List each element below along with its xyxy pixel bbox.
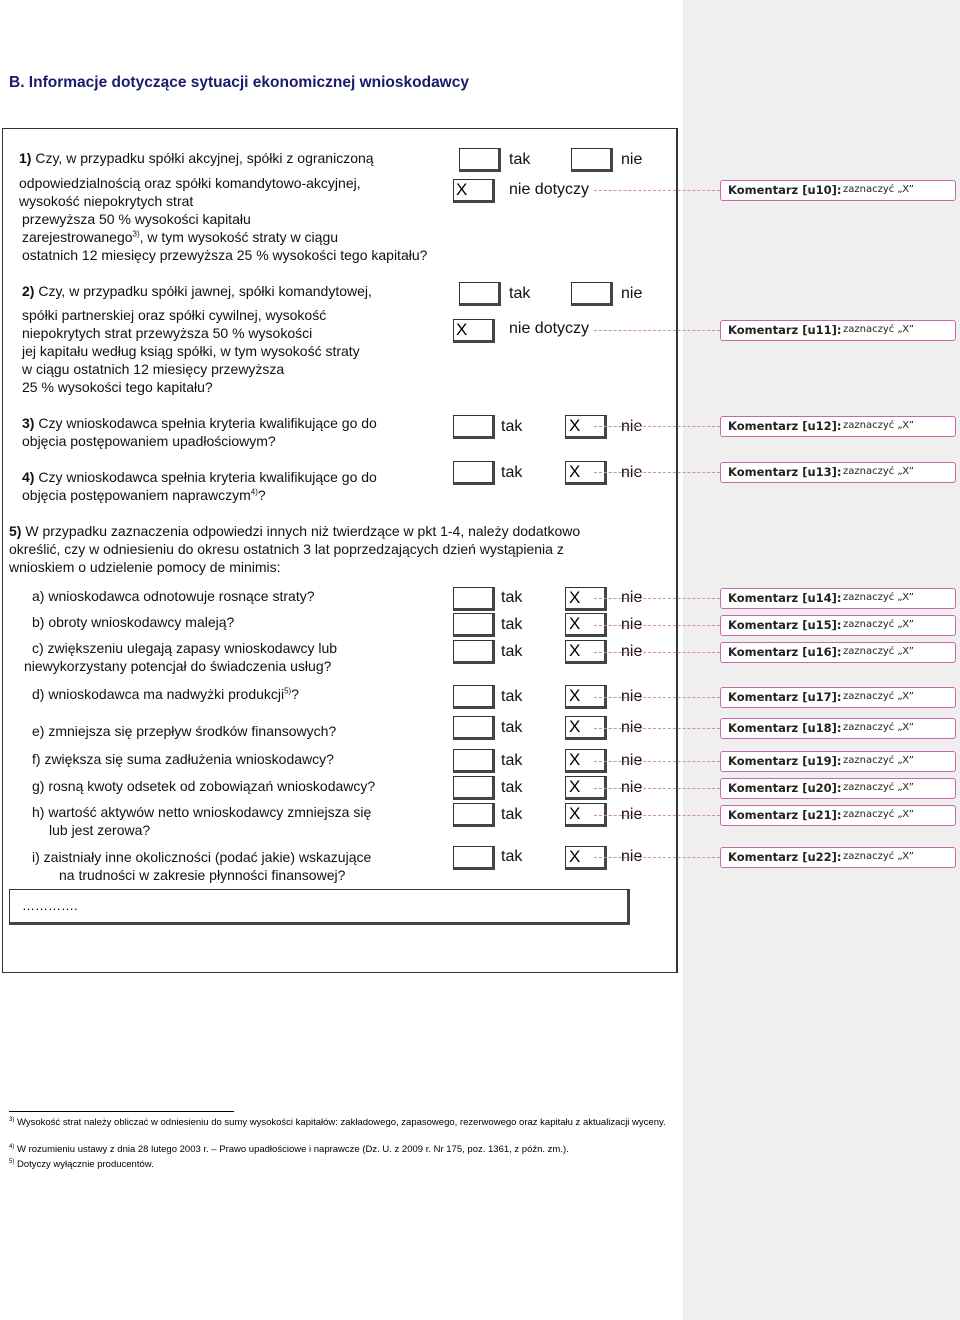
comment-label: Komentarz [u14]: — [728, 591, 842, 605]
comment-u14[interactable] — [720, 588, 956, 609]
question-1-line: ostatnich 12 miesięcy przewyższa 25 % wysokości tego kapitału? — [22, 247, 428, 263]
option-tak-label: tak — [501, 688, 523, 705]
question-2-line: niepokrytych strat przewyższa 50 % wysokości — [22, 325, 313, 341]
question-1-line: przewyższa 50 % wysokości kapitału — [22, 211, 251, 227]
option-tak-label: tak — [501, 806, 523, 823]
comment-u11[interactable] — [720, 320, 956, 341]
comment-text: zaznaczyć „X” — [843, 619, 914, 630]
comment-connector — [594, 426, 720, 427]
subquestion-c-line: niewykorzystany potencjał do świadczenia usług? — [24, 658, 332, 674]
question-text: Czy wnioskodawca spełnia kryteria kwalifikujące go do — [34, 469, 377, 485]
comment-label: Komentarz [u17]: — [728, 690, 842, 704]
checkbox-tak[interactable] — [453, 587, 495, 611]
comment-u13[interactable] — [720, 462, 956, 483]
question-number: 4) — [22, 469, 35, 485]
checkbox-tak[interactable] — [459, 282, 501, 306]
option-nie-label: nie — [621, 643, 643, 660]
comment-text: zaznaczyć „X” — [843, 466, 914, 477]
comment-connector — [594, 472, 720, 473]
subquestion-e: e) zmniejsza się przepływ środków finansowych? — [32, 723, 337, 739]
section-heading: B. Informacje dotyczące sytuacji ekonomicznej wnioskodawcy — [9, 74, 469, 91]
question-1-line: odpowiedzialnością oraz spółki komandytowo-akcyjnej, — [19, 175, 361, 191]
checkbox-tak[interactable] — [453, 640, 495, 664]
x-mark: X — [569, 588, 581, 607]
option-tak-label: tak — [501, 752, 523, 769]
placeholder-dots: …………. — [22, 898, 78, 913]
x-mark: X — [569, 847, 581, 866]
subquestion-a: a) wnioskodawca odnotowuje rosnące straty? — [32, 588, 315, 604]
option-tak-label: tak — [501, 643, 523, 660]
x-mark: X — [569, 777, 581, 796]
comment-connector — [594, 652, 720, 653]
footnote-separator — [9, 1111, 234, 1112]
option-nie-label: nie — [621, 719, 643, 736]
subquestion-h: h) wartość aktywów netto wnioskodawcy zmniejsza się — [32, 804, 372, 820]
option-tak-label: tak — [501, 616, 523, 633]
question-text: Czy wnioskodawca spełnia kryteria kwalifikujące go do — [34, 415, 377, 431]
checkbox-tak[interactable] — [453, 461, 495, 485]
x-mark: X — [456, 320, 468, 339]
comment-label: Komentarz [u15]: — [728, 618, 842, 632]
comment-u17[interactable] — [720, 687, 956, 708]
x-mark: X — [569, 614, 581, 633]
option-tak-label: tak — [501, 848, 523, 865]
x-mark: X — [569, 462, 581, 481]
footnote-ref: 3) — [132, 229, 140, 239]
option-tak-label: tak — [501, 719, 523, 736]
comment-u21[interactable] — [720, 805, 956, 826]
checkbox-nie[interactable] — [571, 148, 613, 172]
comment-connector — [594, 190, 720, 191]
option-tak-label: tak — [509, 151, 531, 168]
comment-text: zaznaczyć „X” — [843, 851, 914, 862]
footnote-number: 5) — [9, 1158, 15, 1165]
footnote-number: 3) — [9, 1116, 15, 1123]
option-nie-dotyczy-label: nie dotyczy — [509, 320, 590, 337]
footnote-text: Wysokość strat należy obliczać w odniesieniu do sumy wysokości kapitałów: zakładowego, zapasowego, rezerwowego oraz kapitału z aktualizacji wyceny. — [16, 1117, 666, 1128]
checkbox-tak[interactable] — [453, 776, 495, 800]
question-text: d) wnioskodawca ma nadwyżki produkcji — [32, 686, 285, 702]
question-text: ? — [257, 487, 266, 503]
checkbox-tak[interactable] — [453, 613, 495, 637]
option-nie-label: nie — [621, 752, 643, 769]
question-5-line: wnioskiem o udzielenie pomocy de minimis: — [9, 559, 281, 575]
option-tak-label: tak — [501, 418, 523, 435]
checkbox-tak[interactable] — [459, 148, 501, 172]
option-nie-label: nie — [621, 285, 643, 302]
footnote-text: W rozumieniu ustawy z dnia 28 lutego 2003 r. – Prawo upadłościowe i naprawcze (Dz. U. z 2009 r. Nr 175, poz. 1361, z późn. zm.). — [16, 1144, 569, 1155]
footnote-number: 4) — [9, 1143, 15, 1150]
question-text: zarejestrowanego — [22, 229, 133, 245]
comment-label: Komentarz [u22]: — [728, 850, 842, 864]
question-3 — [22, 415, 377, 433]
comment-label: Komentarz [u16]: — [728, 645, 842, 659]
question-number: 2) — [22, 283, 35, 299]
comment-u19[interactable] — [720, 751, 956, 772]
comment-text: zaznaczyć „X” — [843, 691, 914, 702]
option-tak-label: tak — [501, 779, 523, 796]
comment-connector — [594, 815, 720, 816]
comment-u22[interactable] — [720, 847, 956, 868]
question-1 — [19, 150, 374, 168]
checkbox-tak[interactable] — [453, 685, 495, 709]
subquestion-c: c) zwiększeniu ulegają zapasy wnioskodawcy lub — [32, 640, 338, 656]
comment-label: Komentarz [u20]: — [728, 781, 842, 795]
comment-text: zaznaczyć „X” — [843, 755, 914, 766]
question-number: 1) — [19, 150, 32, 166]
footnote-5 — [9, 1159, 689, 1171]
checkbox-tak[interactable] — [453, 415, 495, 439]
option-tak-label: tak — [501, 589, 523, 606]
comment-connector — [594, 598, 720, 599]
comment-text: zaznaczyć „X” — [843, 646, 914, 657]
option-nie-label: nie — [621, 806, 643, 823]
comment-u16[interactable] — [720, 642, 956, 663]
x-mark: X — [569, 750, 581, 769]
x-mark: X — [569, 686, 581, 705]
question-text: , w tym wysokość straty w ciągu — [139, 229, 339, 245]
comment-label: Komentarz [u12]: — [728, 419, 842, 433]
comment-u18[interactable] — [720, 718, 956, 739]
question-2-line: spółki partnerskiej oraz spółki cywilnej, wysokość — [22, 307, 327, 323]
option-nie-dotyczy-label: nie dotyczy — [509, 181, 590, 198]
question-4 — [22, 469, 377, 487]
subquestion-b: b) obroty wnioskodawcy maleją? — [32, 614, 235, 630]
question-4-line — [22, 487, 266, 505]
footnote-3 — [9, 1117, 689, 1129]
x-mark: X — [569, 416, 581, 435]
x-mark: X — [569, 641, 581, 660]
checkbox-tak[interactable] — [453, 846, 495, 870]
question-1-line — [22, 229, 338, 247]
comment-label: Komentarz [u21]: — [728, 808, 842, 822]
question-number: 5) — [9, 523, 22, 539]
checkbox-nie[interactable] — [571, 282, 613, 306]
question-2-line: jej kapitału według ksiąg spółki, w tym wysokość straty — [22, 343, 360, 359]
question-text: ? — [291, 686, 300, 702]
subquestion-i-line: na trudności w zakresie płynności finansowej? — [59, 867, 346, 883]
question-2-line: w ciągu ostatnich 12 miesięcy przewyższa — [22, 361, 285, 377]
question-text: Czy, w przypadku spółki akcyjnej, spółki z ograniczoną — [31, 150, 374, 166]
comment-connector — [594, 788, 720, 789]
option-nie-label: nie — [621, 688, 643, 705]
comment-text: zaznaczyć „X” — [843, 722, 914, 733]
option-nie-label: nie — [621, 589, 643, 606]
comment-connector — [594, 625, 720, 626]
comment-text: zaznaczyć „X” — [843, 592, 914, 603]
subquestion-h-line: lub jest zerowa? — [49, 822, 151, 838]
comment-text: zaznaczyć „X” — [843, 809, 914, 820]
comment-u20[interactable] — [720, 778, 956, 799]
subquestion-i: i) zaistniały inne okoliczności (podać jakie) wskazujące — [32, 849, 372, 865]
comment-connector — [594, 697, 720, 698]
x-mark: X — [569, 717, 581, 736]
other-circumstances-field[interactable] — [9, 889, 630, 925]
question-text: Czy, w przypadku spółki jawnej, spółki komandytowej, — [34, 283, 372, 299]
comment-u10[interactable] — [720, 180, 956, 201]
question-3-line: objęcia postępowaniem upadłościowym? — [22, 433, 276, 449]
option-nie-label: nie — [621, 848, 643, 865]
option-tak-label: tak — [501, 464, 523, 481]
comment-connector — [594, 761, 720, 762]
footnote-4 — [9, 1144, 689, 1156]
subquestion-f: f) zwiększa się suma zadłużenia wnioskodawcy? — [32, 751, 334, 767]
option-nie-label: nie — [621, 418, 643, 435]
option-nie-label: nie — [621, 151, 643, 168]
question-5 — [9, 523, 580, 541]
comment-connector — [594, 330, 720, 331]
footnote-ref: 4) — [250, 487, 258, 497]
option-nie-label: nie — [621, 779, 643, 796]
question-2 — [22, 283, 372, 301]
subquestion-g: g) rosną kwoty odsetek od zobowiązań wnioskodawcy? — [32, 778, 376, 794]
checkbox-tak[interactable] — [453, 803, 495, 827]
comment-u12[interactable] — [720, 416, 956, 437]
question-text: W przypadku zaznaczenia odpowiedzi innych niż twierdzące w pkt 1-4, należy dodatkowo — [21, 523, 581, 539]
question-2-line: 25 % wysokości tego kapitału? — [22, 379, 213, 395]
comment-connector — [594, 857, 720, 858]
option-nie-label: nie — [621, 616, 643, 633]
footnote-text: Dotyczy wyłącznie producentów. — [16, 1159, 154, 1170]
comment-text: zaznaczyć „X” — [843, 420, 914, 431]
x-mark: X — [569, 804, 581, 823]
comment-text: zaznaczyć „X” — [843, 184, 914, 195]
x-mark: X — [456, 180, 468, 199]
comment-label: Komentarz [u13]: — [728, 465, 842, 479]
option-nie-label: nie — [621, 464, 643, 481]
option-tak-label: tak — [509, 285, 531, 302]
question-5-line: określić, czy w odniesieniu do okresu ostatnich 3 lat poprzedzających dzień wystąpienia z — [9, 541, 564, 557]
checkbox-tak[interactable] — [453, 716, 495, 740]
comment-label: Komentarz [u10]: — [728, 183, 842, 197]
comment-u15[interactable] — [720, 615, 956, 636]
question-text: objęcia postępowaniem naprawczym — [22, 487, 251, 503]
checkbox-tak[interactable] — [453, 749, 495, 773]
question-1-line: wysokość niepokrytych strat — [19, 193, 194, 209]
subquestion-d — [32, 686, 299, 704]
comment-text: zaznaczyć „X” — [843, 324, 914, 335]
comment-text: zaznaczyć „X” — [843, 782, 914, 793]
comment-label: Komentarz [u18]: — [728, 721, 842, 735]
comment-label: Komentarz [u19]: — [728, 754, 842, 768]
comment-connector — [594, 728, 720, 729]
footnote-ref: 5) — [284, 686, 292, 696]
question-number: 3) — [22, 415, 35, 431]
comment-label: Komentarz [u11]: — [728, 323, 842, 337]
